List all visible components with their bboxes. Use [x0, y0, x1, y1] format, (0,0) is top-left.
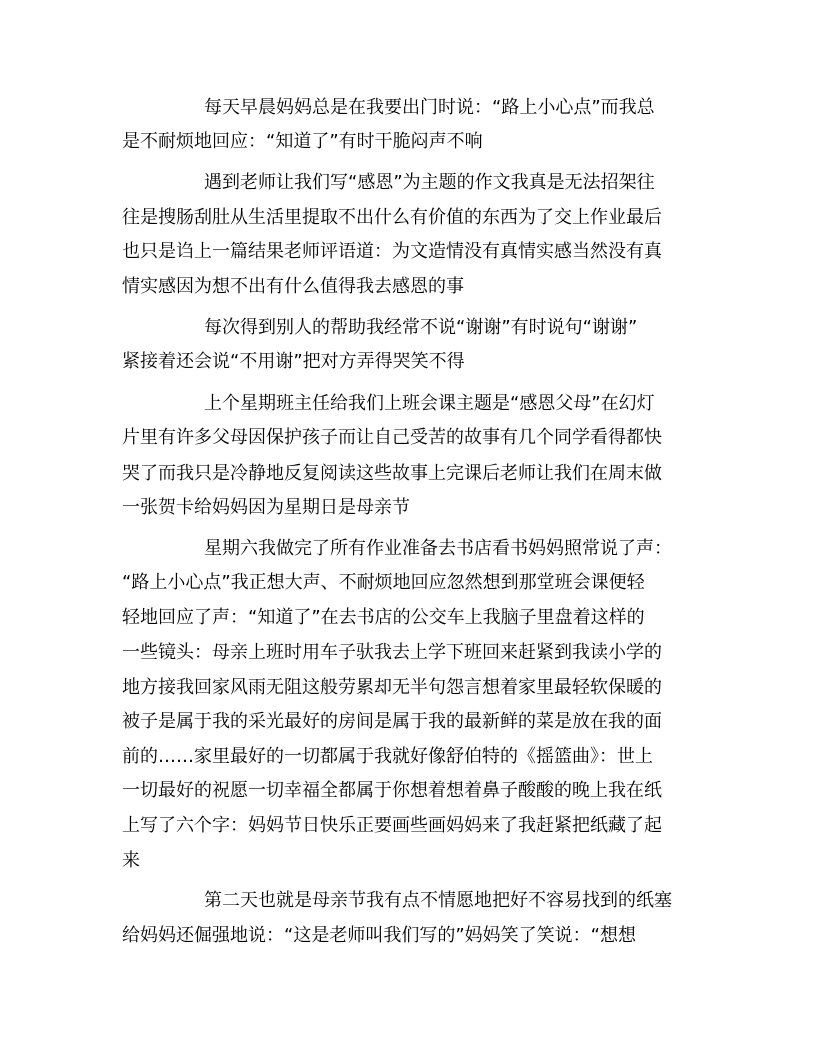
paragraph-line: 遇到老师让我们写“感恩”为主题的作文我真是无法招架往 [204, 172, 655, 193]
paragraph-line: 一些镜头：母亲上班时用车子驮我去上学下班回来赶紧到我读小学的 [122, 642, 662, 663]
paragraph-line: 一切最好的祝愿一切幸福全都属于你想着想着鼻子酸酸的晚上我在纸 [122, 780, 662, 801]
paragraph-line: 上写了六个字：妈妈节日快乐正要画些画妈妈来了我赶紧把纸藏了起 [122, 815, 662, 836]
paragraph-line: 地方接我回家风雨无阻这般劳累却无半句怨言想着家里最轻软保暖的 [122, 677, 662, 698]
paragraph-line: 前的……家里最好的一切都属于我就好像舒伯特的《摇篮曲》：世上 [122, 746, 653, 767]
paragraph-line: 来 [122, 850, 140, 871]
paragraph-line: 一张贺卡给妈妈因为星期日是母亲节 [122, 497, 410, 518]
paragraph-line: 哭了而我只是冷静地反复阅读这些故事上完课后老师让我们在周末做 [122, 463, 662, 484]
paragraph-line: 给妈妈还倔强地说：“这是老师叫我们写的”妈妈笑了笑说：“想想 [122, 925, 636, 946]
paragraph-line: 紧接着还会说“不用谢”把对方弄得哭笑不得 [122, 351, 465, 372]
paragraph-line: 片里有许多父母因保护孩子而让自己受苦的故事有几个同学看得都快 [122, 427, 662, 448]
paragraph-line: 也只是诌上一篇结果老师评语道：为文造情没有真情实感当然没有真 [122, 241, 662, 262]
paragraph-line: “路上小心点”我正想大声、不耐烦地回应忽然想到那堂班会课便轻 [122, 572, 645, 593]
paragraph-line: 往是搜肠刮肚从生活里提取不出什么有价值的东西为了交上作业最后 [122, 207, 662, 228]
paragraph-line: 被子是属于我的采光最好的房间是属于我的最新鲜的菜是放在我的面 [122, 711, 662, 732]
paragraph-line: 第二天也就是母亲节我有点不情愿地把好不容易找到的纸塞 [204, 890, 672, 911]
paragraph-line: 轻地回应了声：“知道了”在去书店的公交车上我脑子里盘着这样的 [122, 607, 645, 628]
paragraph-line: 是不耐烦地回应：“知道了”有时干脆闷声不响 [122, 131, 483, 152]
paragraph-line: 每天早晨妈妈总是在我要出门时说：“路上小心点”而我总 [204, 97, 655, 118]
paragraph-line: 上个星期班主任给我们上班会课主题是“感恩父母”在幻灯 [204, 393, 655, 414]
paragraph-line: 情实感因为想不出有什么值得我去感恩的事 [122, 276, 464, 297]
paragraph-line: 星期六我做完了所有作业准备去书店看书妈妈照常说了声： [204, 538, 672, 559]
paragraph-line: 每次得到别人的帮助我经常不说“谢谢”有时说句“谢谢” [204, 317, 638, 338]
